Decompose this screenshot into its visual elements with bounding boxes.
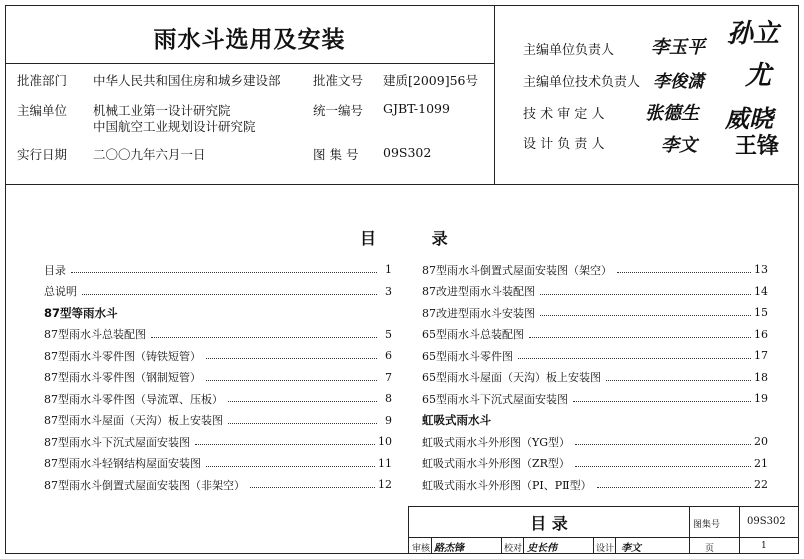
uniform-no-label: 统一编号 <box>313 103 364 118</box>
toc-entry-page: 21 <box>754 456 768 470</box>
toc-entry[interactable] <box>44 388 392 410</box>
atlas-no-value: 09S302 <box>383 145 432 160</box>
toc-leader-dots <box>206 358 377 359</box>
toc-entry-page: 19 <box>754 392 768 406</box>
signature-designer-2: 王锋 <box>735 133 780 159</box>
toc-entry[interactable] <box>44 410 392 432</box>
toc-entry-page: 12 <box>378 478 392 492</box>
toc-entry-page: 10 <box>378 435 392 449</box>
role-designer: 设 计 负 责 人 <box>523 137 605 152</box>
toc-entry[interactable] <box>44 367 392 389</box>
signature-designer: 李文 <box>661 135 697 156</box>
toc-entry-label: 65型雨水斗下沉式屋面安装图 <box>422 392 568 406</box>
toc-title <box>360 226 448 249</box>
check-label: 校对 <box>504 544 523 554</box>
page-label: 页 <box>705 544 715 554</box>
signature-chief-editor-2: 孙立 <box>727 19 780 49</box>
toc-entry-page: 7 <box>385 370 392 384</box>
editor-unit-label: 主编单位 <box>17 103 68 118</box>
toc-entry-page: 14 <box>754 284 768 298</box>
toc-entry-page: 3 <box>385 284 392 298</box>
title-block-divider-1 <box>689 507 690 553</box>
toc-entry[interactable] <box>44 431 392 453</box>
title-block-mid-rule <box>409 537 798 538</box>
toc-entry-label: 65型雨水斗总装配图 <box>422 328 524 342</box>
toc-entry[interactable] <box>422 367 768 389</box>
tb-cell-line <box>523 537 524 553</box>
tb-cell-line <box>615 537 616 553</box>
toc-leader-dots <box>71 272 377 273</box>
toc-entry-label: 总说明 <box>44 285 77 299</box>
title-divider <box>5 63 494 64</box>
page-value: 1 <box>761 541 767 551</box>
toc-entry-page: 18 <box>754 370 768 384</box>
toc-leader-dots <box>540 315 751 316</box>
effective-date-label: 实行日期 <box>17 147 68 162</box>
header-info-block <box>5 5 495 185</box>
toc-section-heading <box>422 410 768 432</box>
toc-leader-dots <box>573 401 751 402</box>
editor-unit-1: 机械工业第一设计研究院 <box>93 103 231 118</box>
toc-entry-page: 20 <box>754 435 768 449</box>
toc-entry-label: 目录 <box>44 263 66 277</box>
toc-entry-page: 5 <box>385 327 392 341</box>
toc-entry-page: 9 <box>385 413 392 427</box>
signature-chief-editor: 李玉平 <box>651 37 705 58</box>
toc-leader-dots <box>250 487 375 488</box>
title-block-atlas-label: 图集号 <box>693 520 721 530</box>
toc-entry-label: 87型雨水斗倒置式屋面安装图（架空） <box>422 263 612 277</box>
role-chief-editor: 主编单位负责人 <box>523 43 615 58</box>
toc-entry-label: 87型雨水斗轻钢结构屋面安装图 <box>44 457 201 471</box>
toc-entry-page: 15 <box>754 306 768 320</box>
toc-entry-page: 17 <box>754 349 768 363</box>
toc-entry-label: 87型雨水斗零件图（导流罩、压板） <box>44 392 223 406</box>
toc-left-column <box>44 259 392 496</box>
toc-leader-dots <box>540 294 751 295</box>
toc-leader-dots <box>228 423 377 424</box>
check-name: 史长伟 <box>527 543 557 554</box>
title-block-atlas-value: 09S302 <box>747 516 786 527</box>
toc-leader-dots <box>606 380 751 381</box>
toc-entry-page: 11 <box>378 456 392 470</box>
tb-cell-line <box>431 537 432 553</box>
approve-dept-label: 批准部门 <box>17 73 68 88</box>
toc-title-char-2: 录 <box>431 229 448 248</box>
toc-leader-dots <box>575 466 751 467</box>
toc-entry[interactable] <box>422 302 768 324</box>
toc-entry[interactable] <box>44 281 392 303</box>
toc-entry-page: 1 <box>385 263 392 277</box>
approve-doc-value: 建质[2009]56号 <box>383 73 478 88</box>
toc-leader-dots <box>151 337 377 338</box>
title-block-divider-2 <box>739 507 740 553</box>
tb-cell-line <box>593 537 594 553</box>
toc-entry-label: 虹吸式雨水斗外形图（YG型） <box>422 435 571 449</box>
toc-entry-label: 87型雨水斗零件图（铸铁短管） <box>44 349 201 363</box>
toc-entry[interactable] <box>422 431 768 453</box>
toc-entry-label: 87型雨水斗总装配图 <box>44 328 146 342</box>
toc-entry-page: 16 <box>754 327 768 341</box>
toc-entry-page: 8 <box>385 392 392 406</box>
toc-leader-dots <box>617 272 751 273</box>
toc-leader-dots <box>206 380 377 381</box>
toc-entry[interactable] <box>44 259 392 281</box>
toc-entry[interactable] <box>44 345 392 367</box>
toc-entry-page: 13 <box>754 263 768 277</box>
signature-chief-tech: 李俊潇 <box>653 72 704 92</box>
toc-title-char-1: 目 <box>360 229 377 248</box>
toc-leader-dots <box>82 294 377 295</box>
toc-entry[interactable] <box>44 453 392 475</box>
toc-right-column <box>422 259 768 496</box>
approve-doc-label: 批准文号 <box>313 73 364 88</box>
toc-entry-label: 87型雨水斗屋面（天沟）板上安装图 <box>44 414 223 428</box>
toc-section-heading <box>44 302 392 324</box>
toc-entry-label: 虹吸式雨水斗外形图（ZR型） <box>422 457 570 471</box>
title-block <box>408 506 799 554</box>
toc-leader-dots <box>597 487 751 488</box>
toc-entry-label: 65型雨水斗零件图 <box>422 349 513 363</box>
toc-leader-dots <box>575 444 751 445</box>
toc-entry[interactable] <box>422 388 768 410</box>
toc-entry-label: 87型雨水斗倒置式屋面安装图（非架空） <box>44 478 245 492</box>
toc-leader-dots <box>518 358 751 359</box>
atlas-title: 雨水斗选用及安装 <box>153 27 346 53</box>
toc-entry[interactable] <box>422 324 768 346</box>
effective-date-value: 二〇〇九年六月一日 <box>93 147 206 162</box>
signature-reviewer-2: 威晓 <box>725 104 773 133</box>
toc-leader-dots <box>206 466 375 467</box>
toc-entry-label: 虹吸式雨水斗外形图（PⅠ、PⅡ型） <box>422 478 592 492</box>
uniform-no-value: GJBT-1099 <box>383 101 450 116</box>
design-name: 李文 <box>621 543 641 554</box>
toc-leader-dots <box>228 401 377 402</box>
toc-entry[interactable] <box>44 474 392 496</box>
toc-entry[interactable] <box>44 324 392 346</box>
role-chief-tech: 主编单位技术负责人 <box>523 75 641 90</box>
toc-leader-dots <box>529 337 751 338</box>
toc-entry[interactable] <box>422 281 768 303</box>
toc-entry-label: 87改进型雨水斗装配图 <box>422 285 535 299</box>
role-reviewer: 技 术 审 定 人 <box>523 107 605 122</box>
toc-entry-label: 87型雨水斗零件图（钢制短管） <box>44 371 201 385</box>
toc-leader-dots <box>195 444 375 445</box>
review-name: 路杰锋 <box>434 543 464 554</box>
atlas-no-label: 图 集 号 <box>313 147 359 162</box>
toc-entry-page: 6 <box>385 349 392 363</box>
toc-entry-label: 65型雨水斗屋面（天沟）板上安装图 <box>422 371 601 385</box>
toc-entry-label: 87改进型雨水斗安装图 <box>422 306 535 320</box>
design-label: 设计 <box>596 544 615 554</box>
tb-cell-line <box>501 537 502 553</box>
toc-entry-page: 22 <box>754 478 768 492</box>
toc-entry-label: 87型等雨水斗 <box>44 305 118 320</box>
signature-chief-tech-2: 尤 <box>745 61 772 91</box>
approve-dept-value: 中华人民共和国住房和城乡建设部 <box>93 73 281 88</box>
responsibles-block <box>495 5 799 185</box>
signature-reviewer: 张德生 <box>645 103 699 124</box>
editor-unit-2: 中国航空工业规划设计研究院 <box>93 119 256 134</box>
toc-entry[interactable] <box>422 453 768 475</box>
review-label: 审核 <box>412 544 431 554</box>
toc-entry[interactable] <box>422 259 768 281</box>
toc-entry-label: 虹吸式雨水斗 <box>422 413 491 428</box>
toc-entry-label: 87型雨水斗下沉式屋面安装图 <box>44 435 190 449</box>
title-block-name: 目 录 <box>530 514 568 533</box>
toc-entry[interactable] <box>422 474 768 496</box>
toc-entry[interactable] <box>422 345 768 367</box>
